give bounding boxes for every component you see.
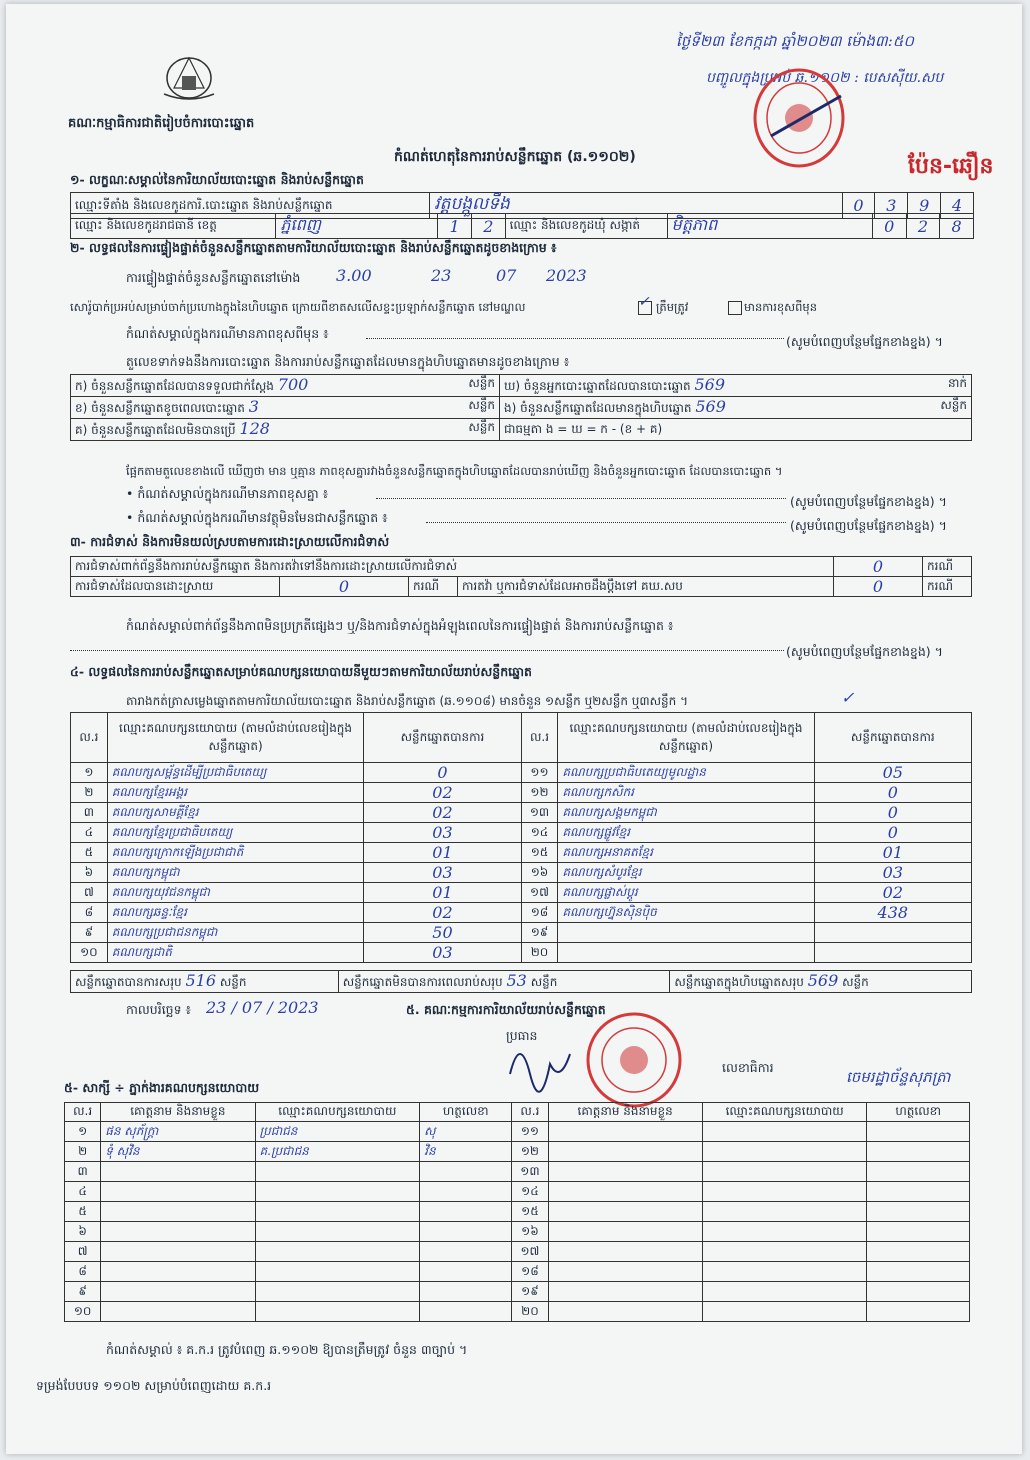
- row-number: ៧: [83, 884, 94, 899]
- row-number: ១៣: [529, 804, 550, 819]
- office-code-digit: 4: [941, 193, 974, 219]
- chair-signature: [500, 1034, 580, 1094]
- row-number: ៤: [78, 1183, 87, 1198]
- vote-count: 01: [432, 843, 453, 862]
- row-number: ១៣: [520, 1163, 540, 1178]
- count-a-label: ក) ចំនួនសន្លឹកឆ្នោតដែលបានទទួលជាក់ស្តែង: [75, 379, 274, 393]
- objections-table: [70, 556, 972, 597]
- commune-code-digit: 0: [872, 214, 906, 239]
- col-no: ល.រ: [521, 713, 558, 763]
- total-box: 569: [807, 971, 839, 990]
- row-number: ១៤: [530, 824, 549, 839]
- official-stamp-bottom: [582, 1010, 686, 1110]
- party-name: គណបក្សសាមគ្គីខ្មែរ: [111, 804, 199, 819]
- count-b-label: ខ) ចំនួនសន្លឹកឆ្នោតខូចពេលបោះឆ្នោត: [75, 401, 245, 415]
- table-row: [71, 923, 972, 943]
- province-code-digit: 2: [471, 214, 505, 239]
- table-row: [71, 883, 972, 903]
- verify-day: 23: [431, 266, 452, 285]
- party-name: គណបក្សខ្មែរអង្គរ: [111, 784, 188, 799]
- party-name: គណបក្សប្រជាជនកម្ពុជា: [111, 924, 218, 939]
- date-value: 23 / 07 / 2023: [206, 998, 319, 1017]
- objections-label: ការជំទាស់ពាក់ព័ន្ធនឹងការរាប់សន្លឹកឆ្នោត និងការតវ៉ាទៅនឹងការដោះស្រាយលើការជំទាស់: [71, 557, 834, 577]
- total-box-label: សន្លឹកឆ្នោតក្នុងហិបឆ្នោតសរុប: [674, 975, 804, 989]
- party-name: គណបក្សអនាគតខ្មែរ: [562, 844, 653, 859]
- party-name: គណបក្សប្រជាធិបតេយ្យមូលដ្ឋាន: [562, 764, 706, 779]
- col-sign: ហត្ថលេខា: [867, 1103, 970, 1122]
- form-page: [6, 4, 1022, 1454]
- party-name: គណបក្សហ្វ៊ុនស៊ិនប៉ិច: [562, 904, 657, 919]
- section3-note: កំណត់សម្គាល់ពាក់ព័ន្ធនឹងភាពមិនប្រក្រតីផ្សេងៗ ឬ/និងការជំទាស់ក្នុងអំឡុងពេលនៃការផ្ទៀងផ្ទាត់ និងការរាប់សន្លឹកឆ្នោត ៖: [126, 618, 674, 633]
- party-name: គណបក្សខ្មែរប្រជាធិបតេយ្យ: [111, 824, 233, 839]
- vote-count: 50: [432, 923, 453, 942]
- secretary-label: លេខាធិការ: [722, 1060, 774, 1075]
- vote-count: 03: [882, 863, 903, 882]
- unit-sheet: សន្លឹក: [940, 398, 967, 412]
- vote-count: 02: [432, 803, 453, 822]
- col-sign: ហត្ថលេខា: [420, 1103, 512, 1122]
- verify-year: 2023: [546, 266, 587, 285]
- witness-party: គ.ប្រជាជន: [259, 1143, 309, 1158]
- vote-count: 02: [882, 883, 903, 902]
- stamp-signature-label: ប៉ែន-ឆឿន: [908, 154, 994, 179]
- count-e-label: ង) ចំនួនសន្លឹកឆ្នោតដែលមានក្នុងហិបឆ្នោត: [504, 401, 692, 415]
- row-number: ១៥: [521, 1203, 539, 1218]
- party-name: គណបក្សផ្លូវខ្មែរ: [562, 824, 631, 839]
- row-number: ១០: [80, 944, 98, 959]
- row-number: ១៩: [530, 924, 549, 939]
- row-number: ១៦: [530, 864, 549, 879]
- unit-sheet: សន្លឹក: [530, 975, 558, 989]
- vote-count: 0: [887, 783, 898, 802]
- col-party: ឈ្មោះគណបក្សនយោបាយ: [702, 1103, 867, 1122]
- row-number: ១១: [530, 764, 549, 779]
- row-number: ៦: [84, 864, 94, 879]
- section2-heading: ២- លទ្ធផលនៃការផ្ទៀងផ្ទាត់ចំនួនសន្លឹកឆ្នោតតាមការិយាល័យបោះឆ្នោត និងរាប់សន្លឹកឆ្នោតដូចខាងក្រោម ៖: [70, 240, 557, 255]
- section5-heading: ៥- សាក្សី ÷ ភ្នាក់ងារគណបក្សនយោបាយ: [64, 1080, 260, 1095]
- royal-emblem-icon: [154, 48, 224, 104]
- row-number: ១៧: [520, 1243, 540, 1258]
- table-row: [71, 843, 972, 863]
- commune-code-digit: 8: [940, 214, 974, 239]
- commune-value: មិត្តភាព: [671, 215, 718, 234]
- fill-more-note: (សូមបំពេញបន្ថែមផ្នែកខាងខ្នង) ។: [790, 494, 947, 509]
- counts-table: [70, 374, 972, 441]
- section4-heading: ៤- លទ្ធផលនៃការរាប់សន្លឹកឆ្នោតសម្រាប់គណបក្សនយោបាយនីមួយៗតាមការិយាល័យរាប់សន្លឹកឆ្នោត: [70, 664, 532, 679]
- row-number: ៨: [84, 904, 94, 919]
- verify-month: 07: [496, 266, 517, 285]
- party-name: គណបក្សកម្ពុជា: [111, 864, 180, 879]
- row-number: ២: [84, 784, 94, 799]
- sheet-check-mark: ✓: [841, 688, 855, 707]
- section1-heading: ១- លក្ខណៈសម្គាល់នៃការិយាល័យបោះឆ្នោត និងរាប់សន្លឹកឆ្នោត: [70, 172, 364, 187]
- commune-label: ឈ្មោះ និងលេខកូដឃុំ សង្កាត់: [505, 214, 667, 239]
- unit-case: ករណី: [923, 557, 972, 577]
- province-label: ឈ្មោះ និងលេខកូដរាជធានី ខេត្ត: [71, 214, 276, 239]
- totals-table: [70, 970, 972, 993]
- unit-sheet: សន្លឹក: [468, 420, 495, 434]
- dotted-line: [376, 498, 786, 499]
- objections-value: 0: [834, 557, 923, 577]
- row-number: ៥: [84, 844, 94, 859]
- col-no: ល.រ: [65, 1103, 101, 1122]
- witness-party: ប្រជាជន: [259, 1123, 298, 1138]
- vote-count: 01: [882, 843, 903, 862]
- table-row: [65, 1242, 970, 1262]
- bad-label: មានការខុសពីមុន: [744, 300, 817, 314]
- vote-count: 02: [432, 783, 453, 802]
- total-invalid-label: សន្លឹកឆ្នោតមិនបានការពេលរាប់សរុប: [342, 975, 503, 989]
- row-number: ៩: [84, 924, 94, 939]
- section1-table-row2: [70, 213, 974, 239]
- col-votes: សន្លឹកឆ្នោតបានការ: [814, 713, 971, 763]
- appeal-value: 0: [834, 577, 923, 597]
- bullet-difference: • កំណត់សម្គាល់ក្នុងករណីមានភាពខុសគ្នា ៖: [126, 486, 329, 501]
- count-d-label: ឃ) ចំនួនអ្នកបោះឆ្នោតដែលបានបោះឆ្នោត: [504, 379, 691, 393]
- row-number: ១៨: [530, 904, 549, 919]
- party-name: គណបក្សយុវជនកម្ពុជា: [111, 884, 210, 899]
- row-number: ៣: [83, 804, 95, 819]
- row-number: ១៥: [530, 844, 549, 859]
- table-row: [65, 1302, 970, 1322]
- row-number: ១១: [520, 1123, 539, 1138]
- handwritten-receipt: បញ្ចូលក្នុងប្រអប់ ឆ.១១០២ : បេសស៊ីយ.សប: [706, 70, 944, 86]
- table-row: [65, 1202, 970, 1222]
- committee-sign-label: ៥. គណៈកម្មការការិយាល័យរាប់សន្លឹកឆ្នោត: [406, 1002, 606, 1017]
- row-number: ១២: [520, 1143, 539, 1158]
- location-label: ឈ្មោះទីតាំង និងលេខកូដការិ.បោះឆ្នោត និងរាប់សន្លឹកឆ្នោត: [71, 193, 430, 219]
- total-valid: 516: [185, 971, 217, 990]
- row-number: ៦: [78, 1223, 87, 1238]
- table-row: [65, 1162, 970, 1182]
- col-party: ឈ្មោះគណបក្សនយោបាយ (តាមលំដាប់លេខរៀងក្នុងសន្លឹកឆ្នោត): [558, 713, 814, 763]
- table-row: [71, 903, 972, 923]
- table-row: [65, 1182, 970, 1202]
- appeal-label: ការតវ៉ា ឬការជំទាស់ដែលអាចដឹងប្តឹងទៅ គឃ.សប: [458, 577, 834, 597]
- seal-statement: សោរ៉ូបាក់ប្រអប់សម្រាប់ចាក់ប្រហោងក្នុងនៃហិបឆ្នោត ក្រោយពីខាតសលើសខ្ទះប្រឡាក់សន្លឹកឆ្នោត នៅមណ្ឌល: [70, 300, 526, 314]
- ok-check-mark: ✓: [638, 294, 650, 310]
- table-row: [71, 763, 972, 783]
- vote-count: 03: [432, 863, 453, 882]
- resolved-label: ការជំទាស់ដែលបានដោះស្រាយ: [71, 577, 280, 597]
- table-row: [71, 943, 972, 963]
- verify-time-label: ការផ្ទៀងផ្ទាត់ចំនួនសន្លឹកឆ្នោតនៅម៉ោង: [126, 270, 301, 285]
- bad-checkbox[interactable]: [728, 301, 742, 315]
- dotted-line: [366, 338, 784, 339]
- vote-count: 0: [887, 823, 898, 842]
- vote-count: 01: [432, 883, 453, 902]
- formula: ជាធម្មតា ង = ឃ = ក - (ខ + គ): [500, 419, 972, 441]
- footer-note: កំណត់សម្គាល់ ៖ គ.ក.រ ត្រូវបំពេញ ឆ.១១០២ ឱ្យបានត្រឹមត្រូវ ចំនួន ៣ច្បាប់ ។: [106, 1342, 468, 1357]
- vote-count: 02: [432, 903, 453, 922]
- count-d-value: 569: [694, 375, 725, 394]
- section3-heading: ៣- ការជំទាស់ និងការមិនយល់ស្របតាមការដោះស្រាយលើការជំទាស់: [70, 534, 390, 549]
- location-value: វត្តបង្កួលទឹង: [434, 194, 510, 214]
- counts-intro: តួលេខទាក់ទងនឹងការបោះឆ្នោត និងការរាប់សន្លឹកឆ្នោតដែលមានក្នុងហិបឆ្នោតមានដូចខាងក្រោម ៖: [126, 354, 570, 369]
- count-b-value: 3: [248, 397, 259, 416]
- vote-count: 03: [432, 823, 453, 842]
- irregular-note-label: កំណត់សម្គាល់ក្នុងករណីមានភាពខុសពីមុន ៖: [126, 326, 329, 341]
- row-number: ១៨: [521, 1263, 539, 1278]
- unit-sheet: សន្លឹក: [468, 398, 495, 412]
- count-c-value: 128: [239, 419, 270, 438]
- province-value: ភ្នំពេញ: [280, 215, 321, 234]
- unit-case: ករណី: [409, 577, 458, 597]
- row-number: ៣: [77, 1163, 88, 1178]
- official-stamp-top: [751, 66, 847, 170]
- chair-label: ប្រធាន: [506, 1028, 538, 1043]
- office-code-digit: 9: [908, 193, 941, 219]
- vote-count: 0: [437, 763, 448, 782]
- witness-signature: សុ: [424, 1123, 436, 1138]
- office-code-digit: 3: [875, 193, 908, 219]
- row-number: ៨: [78, 1263, 87, 1278]
- table-row: [65, 1122, 970, 1142]
- table-row: [71, 783, 972, 803]
- count-a-value: 700: [277, 375, 309, 394]
- secretary-name: ចេមរដ្ឋាច័ន្ទសុភត្រា: [846, 1068, 951, 1086]
- row-number: ១៤: [521, 1183, 539, 1198]
- row-number: ១: [78, 1123, 88, 1138]
- unit-case: ករណី: [923, 577, 972, 597]
- party-name: គណបក្សឆន្ទៈខ្មែរ: [111, 904, 187, 919]
- col-votes: សន្លឹកឆ្នោតបានការ: [364, 713, 521, 763]
- total-invalid: 53: [506, 971, 527, 990]
- col-no: ល.រ: [512, 1103, 548, 1122]
- row-number: ២០: [530, 944, 549, 959]
- fill-more-note: (សូមបំពេញបន្ថែមផ្នែកខាងខ្នង) ។: [790, 518, 947, 533]
- commune-code-digit: 2: [906, 214, 940, 239]
- row-number: ២០: [521, 1303, 539, 1318]
- party-name: គណបក្សជាតិ: [111, 944, 172, 959]
- party-name: គណបក្សក្រោកឡើងប្រជាជាតិ: [111, 844, 244, 859]
- col-name: គោត្តនាម និងនាមខ្លួន: [548, 1103, 702, 1122]
- section4-intro: តារាងកត់ត្រាសម្លេងឆ្នោតតាមការិយាល័យបោះឆ្នោត និងរាប់សន្លឹកឆ្នោត (ឆ.១១០៨) មានចំនួន ១សន្លឹក ឬ២សន្លឹក ឬ៣សន្លឹក ។: [126, 694, 689, 708]
- province-code-digit: 1: [438, 214, 472, 239]
- row-number: ៤: [84, 824, 94, 839]
- unit-sheet: សន្លឹក: [219, 975, 247, 989]
- table-row: [65, 1282, 970, 1302]
- ok-label: ត្រឹមត្រូវ: [656, 300, 689, 314]
- table-row: [71, 823, 972, 843]
- row-number: ៩: [78, 1283, 87, 1298]
- unit-sheet: សន្លឹក: [468, 376, 495, 390]
- count-e-value: 569: [695, 397, 726, 416]
- vote-count: 03: [432, 943, 453, 962]
- row-number: ៥: [78, 1203, 87, 1218]
- fill-more-note: (សូមបំពេញបន្ថែមផ្នែកខាងខ្នង) ។: [786, 644, 943, 659]
- witness-name: ផន សុភ័ក្ត្រា: [105, 1123, 159, 1138]
- results-table: [70, 712, 972, 963]
- table-row: [71, 803, 972, 823]
- col-no: ល.រ: [71, 713, 108, 763]
- party-name: គណបក្សផ្លាស់ប្តូរ: [562, 884, 638, 899]
- party-name: គណបក្សសំបូរខ្មែរ: [562, 864, 642, 879]
- vote-count: 05: [882, 763, 903, 782]
- dotted-line: [426, 522, 786, 523]
- bullet-objects: • កំណត់សម្គាល់ក្នុងករណីមានវត្ថុមិនមែនជាសន្លឹកឆ្នោត ៖: [126, 510, 388, 525]
- witness-table: [64, 1102, 970, 1322]
- col-party: ឈ្មោះគណបក្សនយោបាយ: [255, 1103, 420, 1122]
- table-row: [65, 1222, 970, 1242]
- committee-name: គណៈកម្មាធិការជាតិរៀបចំការបោះឆ្នោត: [68, 116, 255, 131]
- comparison-text: ផ្អែកតាមតួលេខខាងលើ ឃើញថា មាន ឬគ្មាន ភាពខុសគ្នារវាងចំនួនសន្លឹកឆ្នោតក្នុងហិបឆ្នោតដែលបានរាប់ឃើញ និងចំនួនអ្នកបោះឆ្នោត ដែលបានបោះឆ្នោត ។: [126, 464, 783, 478]
- vote-count: 0: [887, 803, 898, 822]
- dotted-line: [70, 650, 784, 651]
- table-row: [65, 1142, 970, 1162]
- form-title: កំណត់ហេតុនៃការរាប់សន្លឹកឆ្នោត (ឆ.១១០២): [394, 149, 636, 165]
- witness-signature: វិន: [424, 1143, 436, 1158]
- unit-person: នាក់: [947, 376, 967, 390]
- row-number: ១៧: [530, 884, 549, 899]
- row-number: ១០: [73, 1303, 92, 1318]
- col-party: ឈ្មោះគណបក្សនយោបាយ (តាមលំដាប់លេខរៀងក្នុងសន្លឹកឆ្នោត): [107, 713, 364, 763]
- count-c-label: គ) ចំនួនសន្លឹកឆ្នោតដែលមិនបានប្រើ: [75, 423, 236, 437]
- row-number: ១២: [530, 784, 549, 799]
- unit-sheet: សន្លឹក: [842, 975, 869, 989]
- date-label: កាលបរិច្ឆេទ ៖: [126, 1002, 192, 1017]
- resolved-value: 0: [280, 577, 409, 597]
- witness-name: ទុំ សុវិន: [105, 1143, 140, 1158]
- row-number: ២: [78, 1143, 88, 1158]
- party-name: គណបក្សសង្គមកម្ពុជា: [562, 804, 657, 819]
- office-code-digit: 0: [842, 193, 875, 219]
- row-number: ១: [84, 764, 94, 779]
- party-name: គណបក្សកសិករ: [562, 784, 634, 799]
- form-note: ទម្រង់បែបបទ ១១០២ សម្រាប់បំពេញដោយ គ.ក.រ: [36, 1378, 272, 1393]
- total-valid-label: សន្លឹកឆ្នោតបានការសរុប: [75, 975, 182, 989]
- handwritten-date: ថ្ងៃទី២៣ ខែកក្កដា ឆ្នាំ២០២៣ ម៉ោង៣:៥០: [676, 32, 914, 50]
- table-row: [71, 863, 972, 883]
- row-number: ៧: [77, 1243, 88, 1258]
- table-row: [65, 1262, 970, 1282]
- vote-count: 438: [877, 903, 909, 922]
- row-number: ១៦: [521, 1223, 539, 1238]
- col-name: គោត្តនាម និងនាមខ្លួន: [101, 1103, 255, 1122]
- row-number: ១៩: [521, 1283, 539, 1298]
- fill-more-note: (សូមបំពេញបន្ថែមផ្នែកខាងខ្នង) ។: [786, 334, 943, 349]
- party-name: គណបក្សសម្ព័ន្ធដើម្បីប្រជាធិបតេយ្យ: [111, 764, 267, 779]
- verify-time: 3.00: [336, 266, 372, 285]
